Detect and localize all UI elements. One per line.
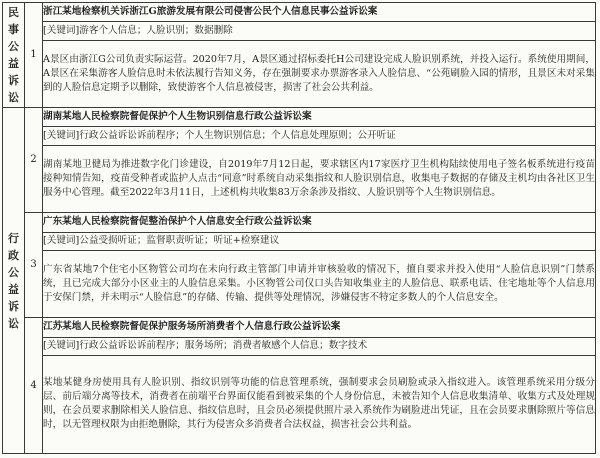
case-title: 湖南某地人民检察院督促保护个人生物识别信息行政公益诉讼案 [43,108,596,127]
case-number: 3 [25,213,43,318]
category-char: 讼 [8,91,19,105]
category-char: 讼 [8,316,19,330]
case-summary: 某地某健身房使用具有人脸识别、指纹识别等功能的信息管理系统，强制要求会员刷脸或录入指纹进入。该管理系统采用分级分层、前后端分离等技术，消费者在前端平台界面仅能看到被采集的个人身份信息，未被告知个人信息收集清单、收集方式及处理规则，在会员要求删除相关人脸信息、指纹信息时，且会员必须提供照片录入系统作为刷脸进出凭证，且在会员要求删除照片等信息时，以无管理权限为由拒绝删除，其行为侵害众多消费者合法权益，损害社会公共利益。 [43,355,596,453]
category-char: 政 [8,248,19,262]
case-table [2,2,596,454]
category-administrative-public-interest [3,108,25,454]
category-char: 益 [8,282,19,296]
case-keywords: [关键词]公益受损听证；监督职责听证；听证+检察建议 [43,232,596,250]
category-char: 诉 [8,74,19,88]
category-char: 公 [8,265,19,279]
case-number: 4 [25,318,43,454]
case-title: 广东某地人民检察院督促整治保护个人信息安全行政公益诉讼案 [43,213,596,232]
case-keywords: [关键词]行政公益诉讼诉前程序；个人生物识别信息；个人信息处理原则；公开听证 [43,127,596,145]
category-char: 益 [8,57,19,71]
category-char: 诉 [8,299,19,313]
category-char: 事 [8,23,19,37]
case-number: 2 [25,108,43,213]
case-number: 1 [25,3,43,108]
category-civil-public-interest [3,3,25,108]
category-char: 民 [8,6,19,20]
case-title: 江苏某地人民检察院督促保护服务场所消费者个人信息行政公益诉讼案 [43,318,596,337]
case-summary: 广东省某地7个住宅小区物管公司均在未向行政主管部门申请并审核验收的情况下，擅自要求并投入使用“人脸信息识别”门禁系统，且已完成大部分小区业主的人脸信息采集。小区物管公司仅口头告知收集业主的人脸信息、联系电话、住宅地址等个人信息用于安保门禁，并未明示“人脸信息”的存储、传输、提供等处理情况，涉嫌侵害不特定多数人的个人信息安全。 [43,250,596,317]
case-title: 浙江某地检察机关诉浙江G旅游发展有限公司侵害公民个人信息民事公益诉讼案 [43,3,596,22]
case-summary: A景区由浙江G公司负责实际运营。2020年7月，A景区通过招标委托H公司建设完成人脸识别系统，并投入运行。系统使用期间，A景区在采集游客人脸信息时未依法履行告知义务，存在强制要求办票游客录入人脸信息、“公苑刷脸入园的情形，且景区未对采集到的人脸信息定期予以删除，致使游客个人信息被侵害，损害了社会公共利益。 [43,40,596,107]
category-char: 公 [8,40,19,54]
category-char: 行 [8,231,19,245]
case-keywords: [关键词]游客个人信息；人脸识别；数据删除 [43,22,596,40]
case-keywords: [关键词]行政公益诉讼诉前程序；服务场所；消费者敏感个人信息；数字技术 [43,337,596,355]
case-summary: 湖南某地卫健局为推进数字化门诊建设，自2019年7月12日起，要求辖区内17家医疗卫生机构陆续使用电子签名板系统进行疫苗接种知情告知，疫苗受种者或监护人点击“同意”时系统自动采集指纹和人脸识别信息，收集电子数据的存储及主机均由各社区卫生服务中心管理。截至2022年3月11日，上述机构共收集83万余条涉及指纹、人脸识别等个人生物识别信息。 [43,145,596,212]
